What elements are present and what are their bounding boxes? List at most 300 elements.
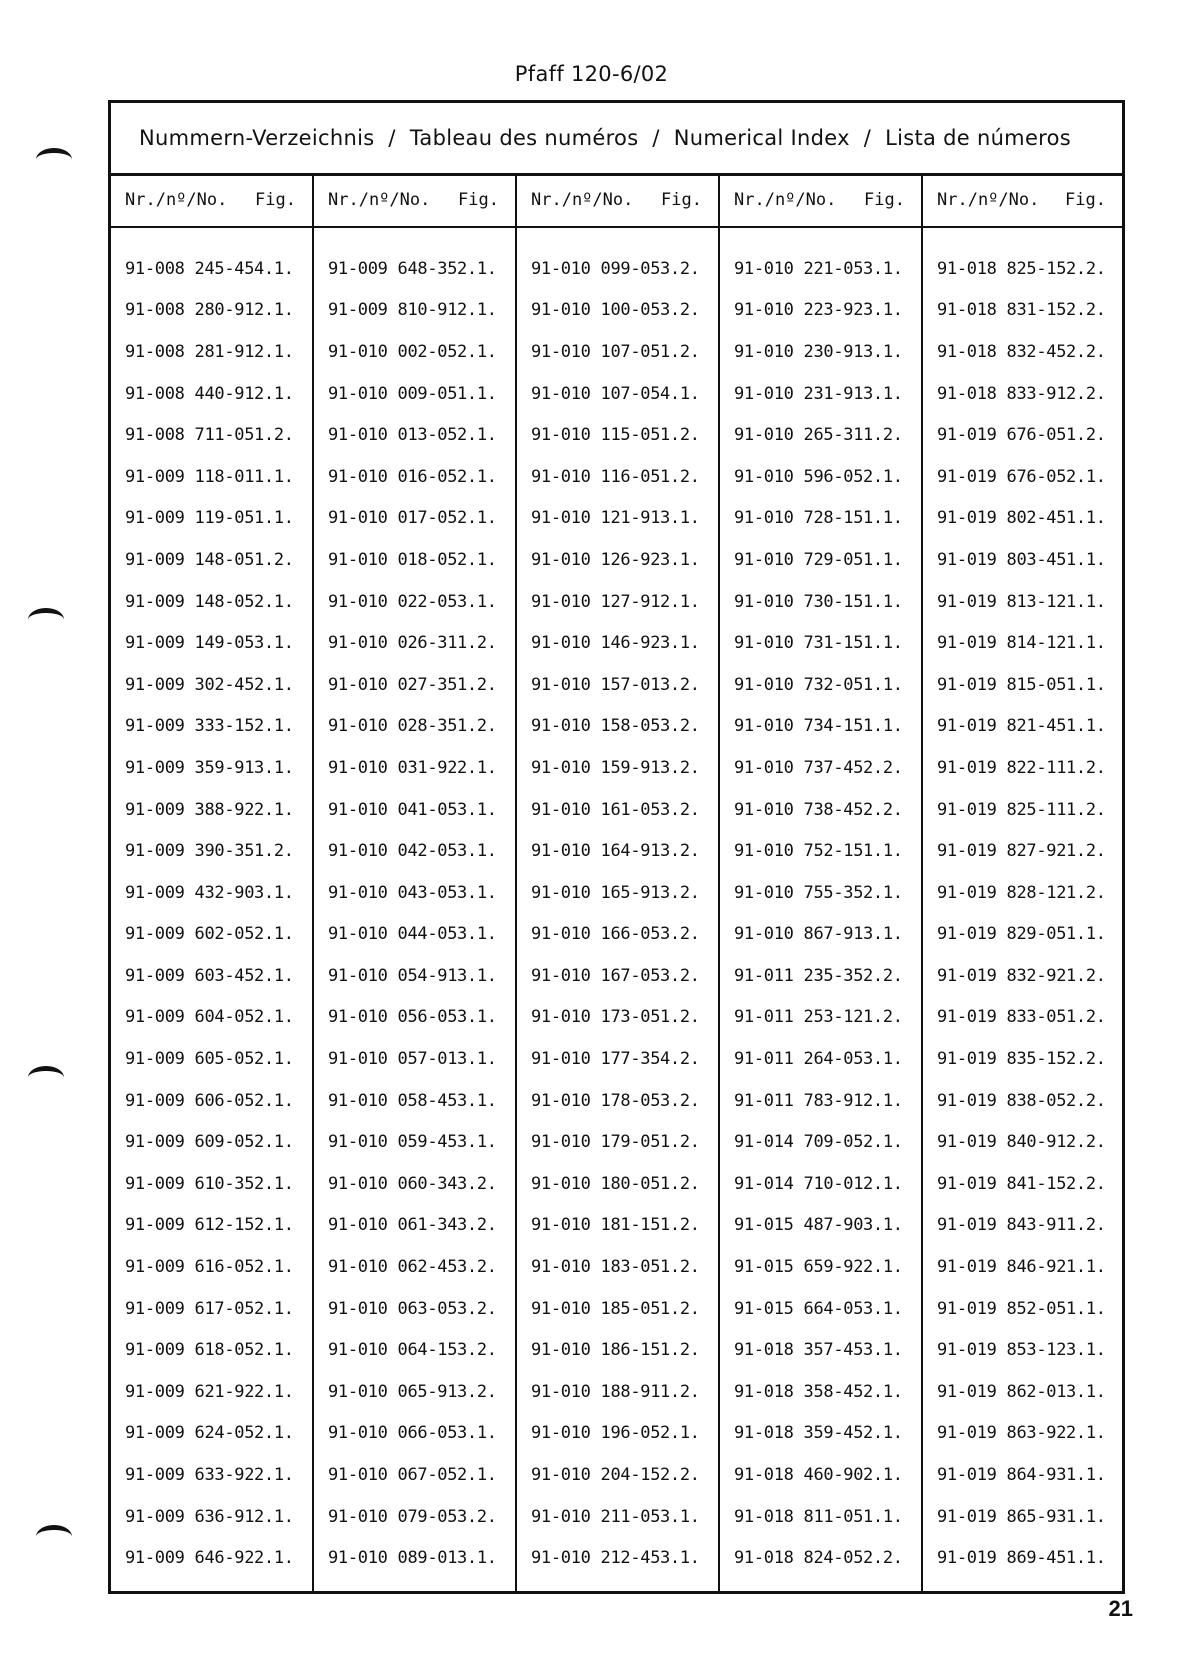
index-row (923, 581, 1122, 623)
figure-reference: 3.1. (863, 1215, 903, 1236)
figure-reference: 2.2. (1066, 258, 1106, 279)
part-number: 91-010 060-34 (328, 1173, 458, 1194)
figure-reference: 3.1. (863, 1298, 903, 1319)
index-row (517, 997, 718, 1039)
index-row (720, 664, 921, 706)
part-number: 91-009 333-15 (125, 716, 255, 737)
index-row (720, 456, 921, 498)
index-row (517, 955, 718, 997)
index-row (720, 248, 921, 290)
figure-reference: 2.1. (254, 799, 294, 820)
part-number: 91-010 178-05 (531, 1090, 661, 1111)
column-header-number: Nr./nº/No. (734, 189, 837, 210)
figure-reference: 2.1. (457, 300, 497, 321)
figure-reference: 2.1. (254, 1049, 294, 1070)
index-row (111, 1454, 312, 1496)
figure-reference: 2.2. (1066, 1049, 1106, 1070)
index-row (923, 1163, 1122, 1205)
part-number: 91-010 146-92 (531, 633, 661, 654)
figure-reference: 2.2. (1066, 300, 1106, 321)
part-number: 91-018 358-45 (734, 1381, 864, 1402)
index-row (314, 414, 515, 456)
part-number: 91-010 204-15 (531, 1465, 661, 1486)
figure-reference: 2.2. (1066, 1132, 1106, 1153)
index-row (923, 997, 1122, 1039)
index-row (517, 1454, 718, 1496)
index-row (111, 1038, 312, 1080)
part-number: 91-010 738-45 (734, 799, 864, 820)
index-row (111, 1205, 312, 1247)
index-row (314, 706, 515, 748)
figure-reference: 3.1. (660, 633, 700, 654)
figure-reference: 2.2. (863, 1548, 903, 1569)
index-row (517, 1329, 718, 1371)
index-row (517, 1163, 718, 1205)
part-number: 91-010 079-05 (328, 1506, 458, 1527)
figure-reference: 2.1. (660, 1423, 700, 1444)
figure-reference: 2.1. (863, 1173, 903, 1194)
part-number: 91-019 676-05 (937, 466, 1067, 487)
index-row (923, 1121, 1122, 1163)
figure-reference: 3.1. (863, 383, 903, 404)
figure-reference: 3.1. (254, 757, 294, 778)
index-row (314, 664, 515, 706)
figure-reference: 3.1. (1066, 1340, 1106, 1361)
index-row (923, 872, 1122, 914)
figure-reference: 3.2. (457, 1506, 497, 1527)
part-number: 91-010 231-91 (734, 383, 864, 404)
index-column (720, 173, 923, 1591)
figure-reference: 3.1. (457, 1423, 497, 1444)
figure-reference: 3.2. (457, 1173, 497, 1194)
figure-reference: 2.1. (457, 258, 497, 279)
part-number: 91-019 828-12 (937, 882, 1067, 903)
part-number: 91-010 734-15 (734, 716, 864, 737)
figure-reference: 3.2. (660, 757, 700, 778)
figure-reference: 2.1. (457, 1465, 497, 1486)
part-number: 91-010 755-35 (734, 882, 864, 903)
figure-reference: 3.2. (660, 924, 700, 945)
figure-reference: 1.1. (1066, 1465, 1106, 1486)
part-number: 91-009 119-05 (125, 508, 255, 529)
figure-reference: 1.1. (863, 633, 903, 654)
part-number: 91-014 709-05 (734, 1132, 864, 1153)
figure-reference: 2.1. (254, 1340, 294, 1361)
index-row (923, 1246, 1122, 1288)
figure-reference: 3.1. (254, 882, 294, 903)
figure-reference: 1.2. (1066, 965, 1106, 986)
index-row (923, 955, 1122, 997)
figure-reference: 3.1. (254, 633, 294, 654)
index-row (923, 414, 1122, 456)
figure-reference: 1.2. (660, 1340, 700, 1361)
index-row (314, 872, 515, 914)
column-header-number: Nr./nº/No. (328, 189, 431, 210)
figure-reference: 3.1. (457, 1049, 497, 1070)
part-number: 91-010 042-05 (328, 841, 458, 862)
figure-reference: 3.1. (863, 341, 903, 362)
part-number: 91-009 606-05 (125, 1090, 255, 1111)
part-number: 91-010 730-15 (734, 591, 864, 612)
figure-reference: 2.1. (254, 1007, 294, 1028)
part-number: 91-010 732-05 (734, 674, 864, 695)
index-row (314, 1163, 515, 1205)
index-row (720, 290, 921, 332)
part-number: 91-019 676-05 (937, 425, 1067, 446)
figure-reference: 2.1. (254, 674, 294, 695)
index-title: Nummern-Verzeichnis / Tableau des numéros / Numerical Index / Lista de números (111, 103, 1122, 176)
part-number: 91-010 188-91 (531, 1381, 661, 1402)
figure-reference: 3.2. (457, 1298, 497, 1319)
index-row (314, 539, 515, 581)
figure-reference: 1.2. (660, 466, 700, 487)
part-number: 91-010 016-05 (328, 466, 458, 487)
part-number: 91-009 605-05 (125, 1049, 255, 1070)
figure-reference: 2.1. (254, 1506, 294, 1527)
figure-reference: 3.1. (457, 799, 497, 820)
figure-reference: 1.2. (1066, 1007, 1106, 1028)
figure-reference: 3.2. (457, 1257, 497, 1278)
part-number: 91-009 149-05 (125, 633, 255, 654)
figure-reference: 2.1. (863, 1257, 903, 1278)
figure-reference: 3.1. (457, 1132, 497, 1153)
part-number: 91-019 841-15 (937, 1173, 1067, 1194)
index-row (111, 248, 312, 290)
index-row (923, 331, 1122, 373)
index-row (314, 914, 515, 956)
index-row (111, 997, 312, 1039)
index-row (314, 1205, 515, 1247)
figure-reference: 3.1. (1066, 1381, 1106, 1402)
index-row (923, 1329, 1122, 1371)
part-number: 91-010 212-45 (531, 1548, 661, 1569)
index-row (517, 1121, 718, 1163)
part-number: 91-010 018-05 (328, 549, 458, 570)
part-number: 91-010 737-45 (734, 757, 864, 778)
part-number: 91-010 107-05 (531, 383, 661, 404)
part-number: 91-010 121-91 (531, 508, 661, 529)
figure-reference: 1.2. (660, 1381, 700, 1402)
figure-reference: 1.2. (660, 1257, 700, 1278)
figure-reference: 1.2. (1066, 757, 1106, 778)
part-number: 91-018 357-45 (734, 1340, 864, 1361)
index-row (720, 1329, 921, 1371)
part-number: 91-009 616-05 (125, 1257, 255, 1278)
figure-reference: 3.2. (457, 1215, 497, 1236)
part-number: 91-019 832-92 (937, 965, 1067, 986)
index-row (314, 1371, 515, 1413)
index-row (314, 622, 515, 664)
figure-reference: 3.1. (457, 965, 497, 986)
index-row (314, 1413, 515, 1455)
figure-reference: 2.1. (863, 466, 903, 487)
figure-reference: 2.1. (457, 549, 497, 570)
figure-reference: 1.1. (254, 466, 294, 487)
index-row (517, 872, 718, 914)
index-row (314, 373, 515, 415)
figure-reference: 1.1. (863, 716, 903, 737)
index-row (923, 373, 1122, 415)
index-row (111, 1121, 312, 1163)
part-number: 91-009 118-01 (125, 466, 255, 487)
part-number: 91-009 359-91 (125, 757, 255, 778)
index-row (314, 1121, 515, 1163)
index-row (314, 955, 515, 997)
part-number: 91-010 221-05 (734, 258, 864, 279)
figure-reference: 2.1. (254, 383, 294, 404)
index-row (517, 331, 718, 373)
index-row (923, 1454, 1122, 1496)
index-row (111, 331, 312, 373)
index-row (720, 1163, 921, 1205)
index-row (517, 1537, 718, 1579)
part-number: 91-018 824-05 (734, 1548, 864, 1569)
index-row (720, 539, 921, 581)
index-row (923, 539, 1122, 581)
part-number: 91-010 183-05 (531, 1257, 661, 1278)
index-row (314, 1246, 515, 1288)
index-row (517, 1246, 718, 1288)
index-row (517, 830, 718, 872)
index-row (314, 1329, 515, 1371)
column-header (111, 173, 312, 228)
part-number: 91-019 822-11 (937, 757, 1067, 778)
index-row (923, 1288, 1122, 1330)
figure-reference: 1.2. (457, 633, 497, 654)
figure-reference: 3.1. (457, 1007, 497, 1028)
index-row (517, 498, 718, 540)
part-number: 91-010 066-05 (328, 1423, 458, 1444)
index-row (720, 997, 921, 1039)
part-number: 91-019 846-92 (937, 1257, 1067, 1278)
index-row (720, 1288, 921, 1330)
part-number: 91-010 063-05 (328, 1298, 458, 1319)
index-row (720, 1496, 921, 1538)
figure-reference: 1.2. (863, 425, 903, 446)
part-number: 91-010 177-35 (531, 1049, 661, 1070)
index-row (923, 456, 1122, 498)
figure-reference: 2.2. (863, 965, 903, 986)
figure-reference: 1.2. (863, 1007, 903, 1028)
part-number: 91-010 185-05 (531, 1298, 661, 1319)
figure-reference: 2.2. (1066, 1173, 1106, 1194)
index-row (517, 1288, 718, 1330)
figure-reference: 1.2. (457, 674, 497, 695)
column-header (720, 173, 921, 228)
index-row (923, 498, 1122, 540)
index-column (111, 173, 314, 1591)
index-column (314, 173, 517, 1591)
figure-reference: 1.1. (254, 508, 294, 529)
figure-reference: 3.1. (457, 882, 497, 903)
part-number: 91-010 223-92 (734, 300, 864, 321)
index-row (111, 1413, 312, 1455)
part-number: 91-008 281-91 (125, 341, 255, 362)
index-columns (111, 173, 1122, 1591)
figure-reference: 1.2. (1066, 841, 1106, 862)
part-number: 91-010 062-45 (328, 1257, 458, 1278)
part-number: 91-010 065-91 (328, 1381, 458, 1402)
figure-reference: 3.1. (863, 1340, 903, 1361)
column-header-figure: Fig. (661, 189, 702, 210)
part-number: 91-010 017-05 (328, 508, 458, 529)
figure-reference: 2.1. (254, 1173, 294, 1194)
part-number: 91-019 840-91 (937, 1132, 1067, 1153)
part-number: 91-019 835-15 (937, 1049, 1067, 1070)
part-number: 91-009 633-92 (125, 1465, 255, 1486)
column-header-figure: Fig. (1065, 189, 1106, 210)
index-row (111, 290, 312, 332)
part-number: 91-010 061-34 (328, 1215, 458, 1236)
figure-reference: 1.1. (863, 508, 903, 529)
part-number: 91-009 810-91 (328, 300, 458, 321)
part-number: 91-010 186-15 (531, 1340, 661, 1361)
figure-reference: 2.1. (254, 1132, 294, 1153)
binder-hole-mark (28, 1066, 64, 1089)
index-row (111, 1371, 312, 1413)
figure-reference: 3.1. (863, 300, 903, 321)
figure-reference: 2.2. (660, 1465, 700, 1486)
figure-reference: 1.2. (660, 425, 700, 446)
index-row (111, 706, 312, 748)
figure-reference: 1.1. (1066, 716, 1106, 737)
part-number: 91-010 161-05 (531, 799, 661, 820)
part-number: 91-008 245-45 (125, 258, 255, 279)
figure-reference: 3.2. (660, 799, 700, 820)
index-row (111, 789, 312, 831)
part-number: 91-018 460-90 (734, 1465, 864, 1486)
index-row (517, 747, 718, 789)
figure-reference: 1.2. (1066, 425, 1106, 446)
part-number: 91-018 811-05 (734, 1506, 864, 1527)
index-row (517, 622, 718, 664)
part-number: 91-014 710-01 (734, 1173, 864, 1194)
index-row (314, 1080, 515, 1122)
part-number: 91-009 388-92 (125, 799, 255, 820)
figure-reference: 3.2. (660, 1090, 700, 1111)
figure-reference: 2.1. (254, 1215, 294, 1236)
part-number: 91-009 617-05 (125, 1298, 255, 1319)
index-row (314, 498, 515, 540)
index-table (108, 100, 1125, 1594)
part-number: 91-009 648-35 (328, 258, 458, 279)
part-number: 91-019 814-12 (937, 633, 1067, 654)
figure-reference: 1.2. (660, 1007, 700, 1028)
figure-reference: 1.2. (1066, 799, 1106, 820)
part-number: 91-010 116-05 (531, 466, 661, 487)
part-number: 91-019 865-93 (937, 1506, 1067, 1527)
index-row (111, 498, 312, 540)
part-number: 91-009 302-45 (125, 674, 255, 695)
figure-reference: 2.2. (863, 799, 903, 820)
column-header-figure: Fig. (255, 189, 296, 210)
column-header-figure: Fig. (458, 189, 499, 210)
index-row (720, 1454, 921, 1496)
part-number: 91-009 612-15 (125, 1215, 255, 1236)
part-number: 91-015 659-92 (734, 1257, 864, 1278)
index-row (517, 664, 718, 706)
part-number: 91-009 636-91 (125, 1506, 255, 1527)
figure-reference: 1.2. (1066, 882, 1106, 903)
index-row (111, 1288, 312, 1330)
index-row (517, 1496, 718, 1538)
figure-reference: 1.1. (1066, 1506, 1106, 1527)
figure-reference: 2.1. (254, 1257, 294, 1278)
figure-reference: 2.1. (863, 882, 903, 903)
index-row (517, 539, 718, 581)
part-number: 91-010 059-45 (328, 1132, 458, 1153)
index-row (923, 248, 1122, 290)
index-row (111, 1246, 312, 1288)
index-row (923, 830, 1122, 872)
index-row (314, 1288, 515, 1330)
part-number: 91-010 089-01 (328, 1548, 458, 1569)
index-row (720, 414, 921, 456)
index-row (720, 498, 921, 540)
index-row (720, 373, 921, 415)
index-row (314, 248, 515, 290)
binder-hole-mark (28, 608, 64, 631)
figure-reference: 2.1. (457, 425, 497, 446)
figure-reference: 1.1. (863, 549, 903, 570)
figure-reference: 2.1. (254, 1090, 294, 1111)
part-number: 91-010 167-05 (531, 965, 661, 986)
index-row (517, 414, 718, 456)
figure-reference: 1.1. (863, 674, 903, 695)
part-number: 91-018 832-45 (937, 341, 1067, 362)
figure-reference: 1.2. (660, 1173, 700, 1194)
index-row (923, 1205, 1122, 1247)
index-row (111, 1163, 312, 1205)
index-row (720, 914, 921, 956)
figure-reference: 1.2. (254, 425, 294, 446)
index-row (923, 1413, 1122, 1455)
index-row (517, 1371, 718, 1413)
part-number: 91-019 802-45 (937, 508, 1067, 529)
figure-reference: 3.1. (863, 258, 903, 279)
column-header-figure: Fig. (864, 189, 905, 210)
figure-reference: 1.2. (457, 716, 497, 737)
index-row (111, 1329, 312, 1371)
part-number: 91-008 711-05 (125, 425, 255, 446)
index-row (923, 914, 1122, 956)
figure-reference: 2.1. (1066, 1423, 1106, 1444)
index-row (314, 290, 515, 332)
index-row (720, 331, 921, 373)
index-row (111, 1537, 312, 1579)
index-row (720, 1371, 921, 1413)
index-row (720, 830, 921, 872)
figure-reference: 2.1. (863, 1381, 903, 1402)
figure-reference: 1.2. (660, 1132, 700, 1153)
part-number: 91-010 028-35 (328, 716, 458, 737)
part-number: 91-019 864-93 (937, 1465, 1067, 1486)
figure-reference: 2.1. (254, 1548, 294, 1569)
index-row (314, 1537, 515, 1579)
part-number: 91-010 064-15 (328, 1340, 458, 1361)
figure-reference: 3.1. (457, 924, 497, 945)
index-row (720, 1080, 921, 1122)
index-row (314, 1496, 515, 1538)
figure-reference: 2.2. (863, 757, 903, 778)
part-number: 91-010 100-05 (531, 300, 661, 321)
index-row (517, 1080, 718, 1122)
part-number: 91-010 009-05 (328, 383, 458, 404)
part-number: 91-010 731-15 (734, 633, 864, 654)
part-number: 91-008 280-91 (125, 300, 255, 321)
index-row (517, 1205, 718, 1247)
figure-reference: 1.2. (254, 841, 294, 862)
